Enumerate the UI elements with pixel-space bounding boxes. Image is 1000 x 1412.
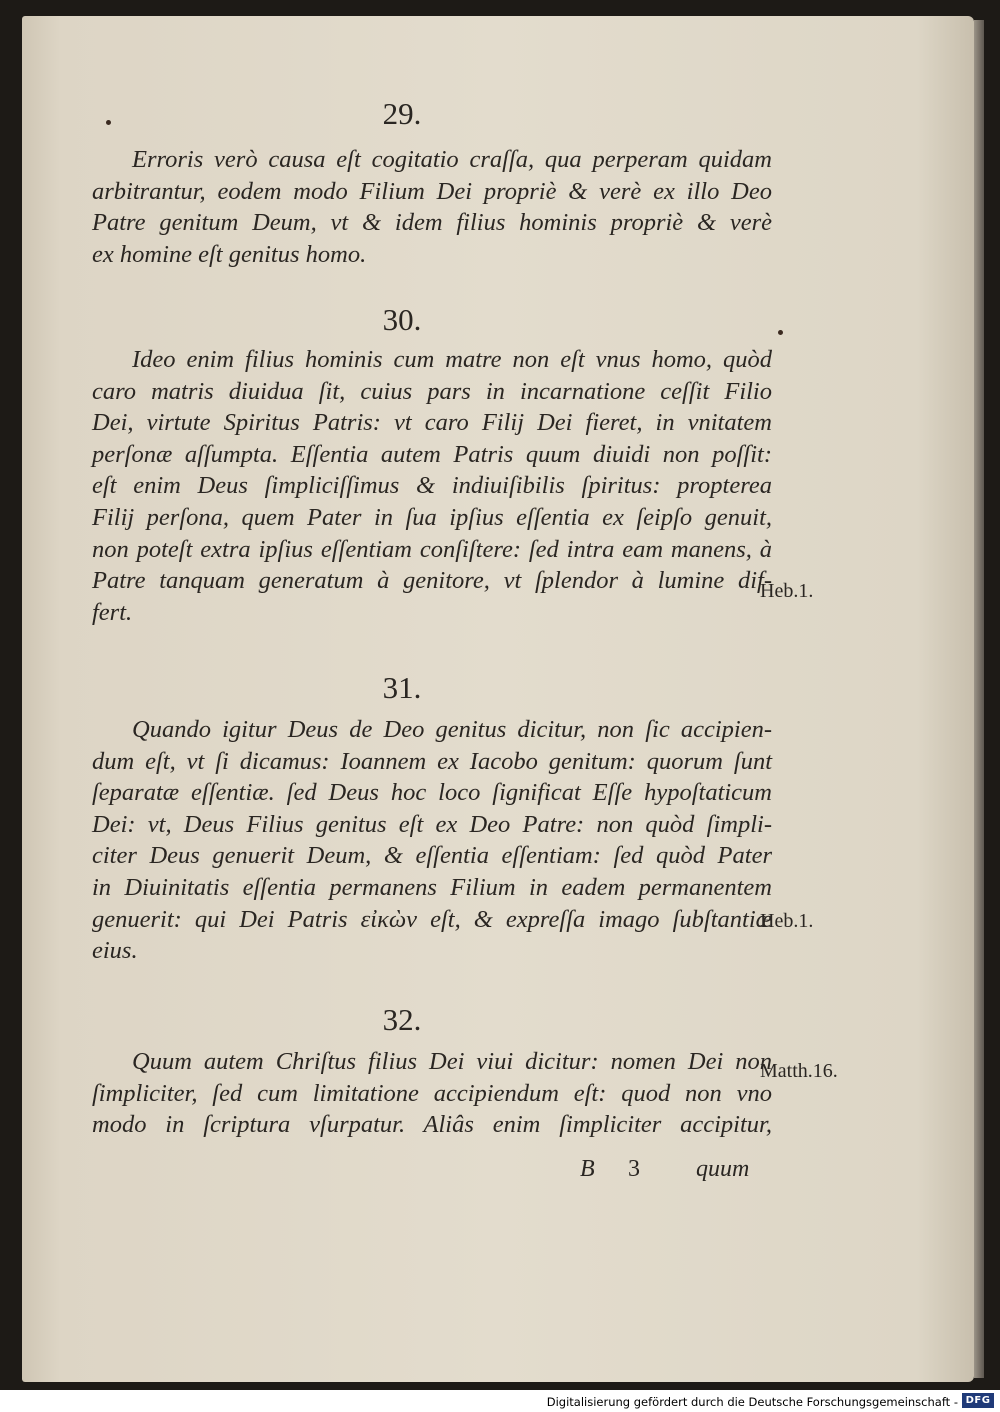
signature-number: 3	[628, 1156, 640, 1182]
text-line: in Diuinitatis eſſentia permanens Filium in eadem permanentem	[92, 873, 772, 901]
text-line: Dei, virtute Spiritus Patris: vt caro Filij Dei fieret, in vnitatem	[92, 409, 772, 437]
section-body-29	[92, 144, 772, 270]
page-footer	[92, 1156, 762, 1188]
text-line: modo in ſcriptura vſurpatur. Aliâs enim ſimpliciter accipitur,	[92, 1111, 772, 1139]
text-line: ex homine eſt genitus homo.	[92, 240, 367, 268]
text-line: ſimpliciter, ſed cum limitatione accipiendum eſt: quod non vno	[92, 1079, 772, 1107]
text-line: Ideo enim filius hominis cum matre non eſt vnus homo, quòd	[132, 346, 772, 373]
section-number-31: 31.	[382, 670, 422, 705]
text-line: Quando igitur Deus de Deo genitus dicitur, non ſic accipien-	[132, 716, 772, 743]
text-line: eius.	[92, 937, 138, 965]
digitization-footer	[0, 1390, 1000, 1412]
catchword: quum	[696, 1156, 750, 1182]
text-line: caro matris diuidua ſit, cuius pars in incarnatione ceſſit Filio	[92, 377, 772, 405]
text-line: arbitrantur, eodem modo Filium Dei propriè & verè ex illo Deo	[92, 177, 772, 205]
section-body-31	[92, 714, 772, 967]
digitization-notice: Digitalisierung gefördert durch die Deutsche Forschungsgemeinschaft -	[546, 1395, 958, 1409]
margin-note-matth: Matth.16.	[760, 1060, 838, 1082]
dfg-logo-icon: DFG	[962, 1393, 994, 1408]
signature-mark: B	[580, 1156, 595, 1182]
text-line: non poteſt extra ipſius eſſentiam conſiſtere: ſed intra eam manens, à	[92, 535, 772, 563]
section-number-29: 29.	[382, 96, 422, 131]
text-line: Erroris verò causa eſt cogitatio craſſa, qua perperam quidam	[132, 146, 772, 173]
section-number-32: 32.	[382, 1002, 422, 1037]
book-page	[22, 16, 974, 1382]
text-line: Dei: vt, Deus Filius genitus eſt ex Deo Patre: non quòd ſimpli-	[92, 810, 772, 838]
text-line: fert.	[92, 598, 133, 626]
margin-note-heb: Heb.1.	[760, 910, 814, 932]
page-edge	[974, 20, 984, 1378]
text-line: Patre tanquam generatum à genitore, vt ſplendor à lumine dif-	[92, 567, 772, 595]
text-line: ſeparatæ eſſentiæ. ſed Deus hoc loco ſignificat Eſſe hypoſtaticum	[92, 779, 772, 807]
text-line: genuerit: qui Dei Patris εἰκὼν eſt, & expreſſa imago ſubſtantiæ	[92, 905, 772, 933]
text-line: Filij perſona, quem Pater in ſua ipſius eſſentia ex ſeipſo genuit,	[92, 503, 772, 531]
text-line: perſonæ aſſumpta. Eſſentia autem Patris quum diuidi non poſſit:	[92, 440, 772, 468]
text-line: eſt enim Deus ſimpliciſſimus & indiuiſibilis ſpiritus: propterea	[92, 472, 772, 500]
margin-note-heb: Heb.1.	[760, 580, 814, 602]
text-line: Patre genitum Deum, vt & idem filius hominis propriè & verè	[92, 209, 772, 237]
text-line: citer Deus genuerit Deum, & eſſentia eſſentiam: ſed quòd Pater	[92, 842, 772, 870]
section-number-30: 30.	[382, 302, 422, 337]
text-line: Quum autem Chriſtus filius Dei viui dicitur: nomen Dei non	[132, 1048, 772, 1075]
section-body-30	[92, 344, 772, 628]
text-line: dum eſt, vt ſi dicamus: Ioannem ex Iacobo genitum: quorum ſunt	[92, 747, 772, 775]
section-body-32	[92, 1046, 772, 1141]
